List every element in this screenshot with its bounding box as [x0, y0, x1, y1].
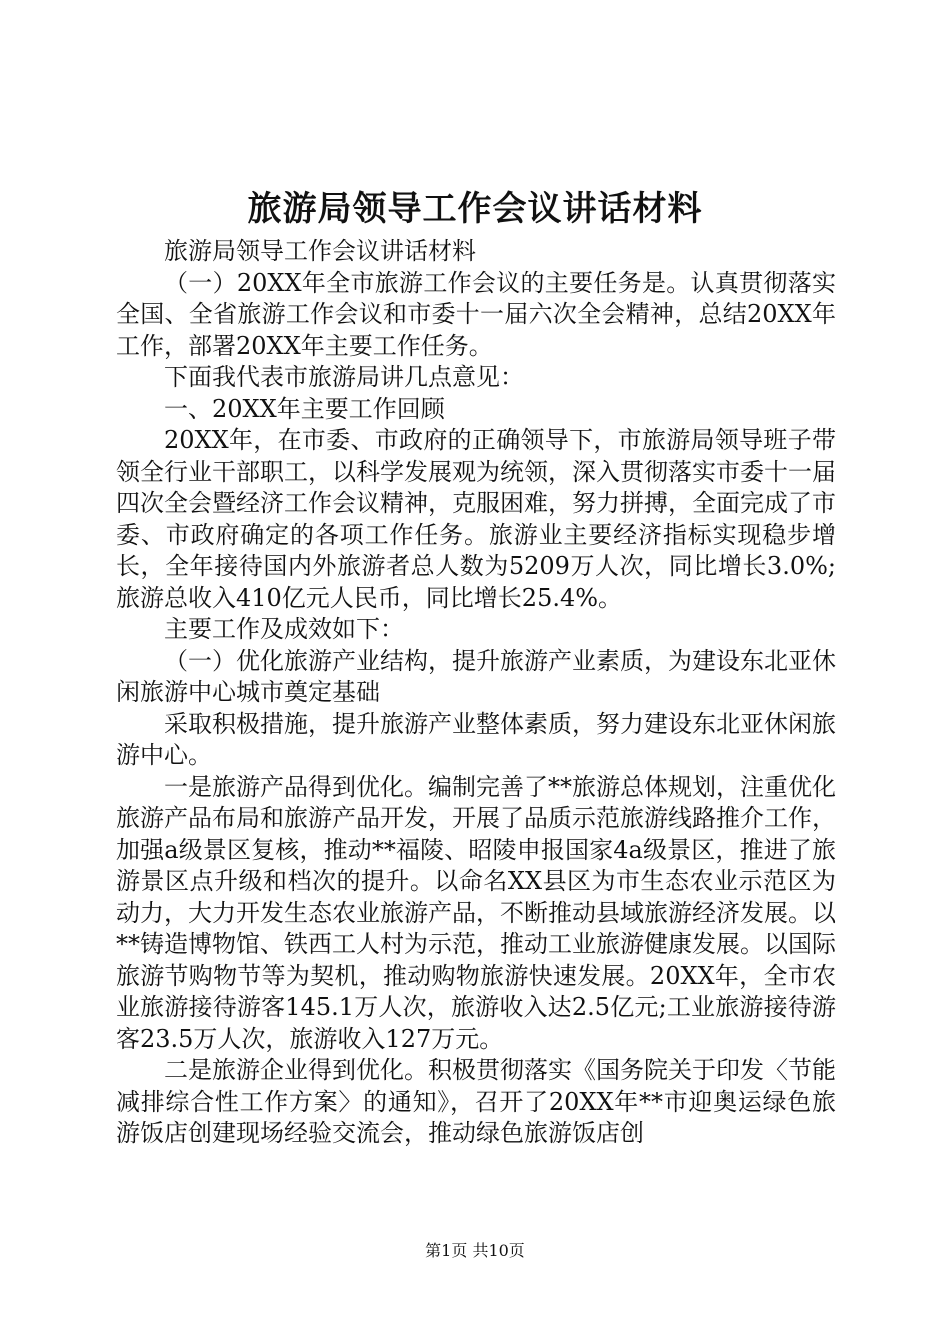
paragraph: 二是旅游企业得到优化。积极贯彻落实《国务院关于印发〈节能减排综合性工作方案〉的通知》，召开了20XX年**市迎奥运绿色旅游饭店创建现场经验交流会，推动绿色旅游饭店创 [116, 1056, 836, 1147]
paragraph: 一是旅游产品得到优化。编制完善了**旅游总体规划，注重优化旅游产品布局和旅游产品开发，开展了品质示范旅游线路推介工作，加强a级景区复核，推动**福陵、昭陵申报国家4a级景区，推进了旅游景区点升级和档次的提升。以命名XX县区为市生态农业示范区为动力，大力开发生态农业旅游产品，不断推动县域旅游经济发展。以**铸造博物馆、铁西工人村为示范，推动工业旅游健康发展。以国际旅游节购物节等为契机，推动购物旅游快速发展。20XX年，全市农业旅游接待游客145.1万人次，旅游收入达2.5亿元;工业旅游接待游客23.5万人次，旅游收入127万元。 [116, 772, 836, 1053]
paragraph: 下面我代表市旅游局讲几点意见： [164, 363, 524, 391]
document-title: 旅游局领导工作会议讲话材料 [247, 189, 703, 229]
paragraph: （一）优化旅游产业结构，提升旅游产业素质，为建设东北亚休闲旅游中心城市奠定基础 [116, 646, 836, 706]
paragraph: 20XX年，在市委、市政府的正确领导下，市旅游局领导班子带领全行业干部职工，以科学发展观为统领，深入贯彻落实市委十一届四次全会暨经济工作会议精神，克服困难，努力拼搏，全面完成了市委、市政府确定的各项工作任务。旅游业主要经济指标实现稳步增长，全年接待国内外旅游者总人数为5209万人次，同比增长3.0%;旅游总收入410亿元人民币，同比增长25.4%。 [116, 426, 836, 612]
paragraph: 采取积极措施，提升旅游产业整体素质，努力建设东北亚休闲旅游中心。 [116, 709, 836, 769]
page-footer: 第1页 共10页 [425, 1241, 525, 1260]
paragraph: 一、20XX年主要工作回顾 [164, 394, 445, 423]
document-body [116, 236, 836, 1150]
paragraph: 旅游局领导工作会议讲话材料 [164, 237, 476, 265]
paragraph: 主要工作及成效如下： [164, 615, 404, 643]
paragraph: （一）20XX年全市旅游工作会议的主要任务是。认真贯彻落实全国、全省旅游工作会议和市委十一届六次全会精神，总结20XX年工作，部署20XX年主要工作任务。 [116, 268, 836, 360]
